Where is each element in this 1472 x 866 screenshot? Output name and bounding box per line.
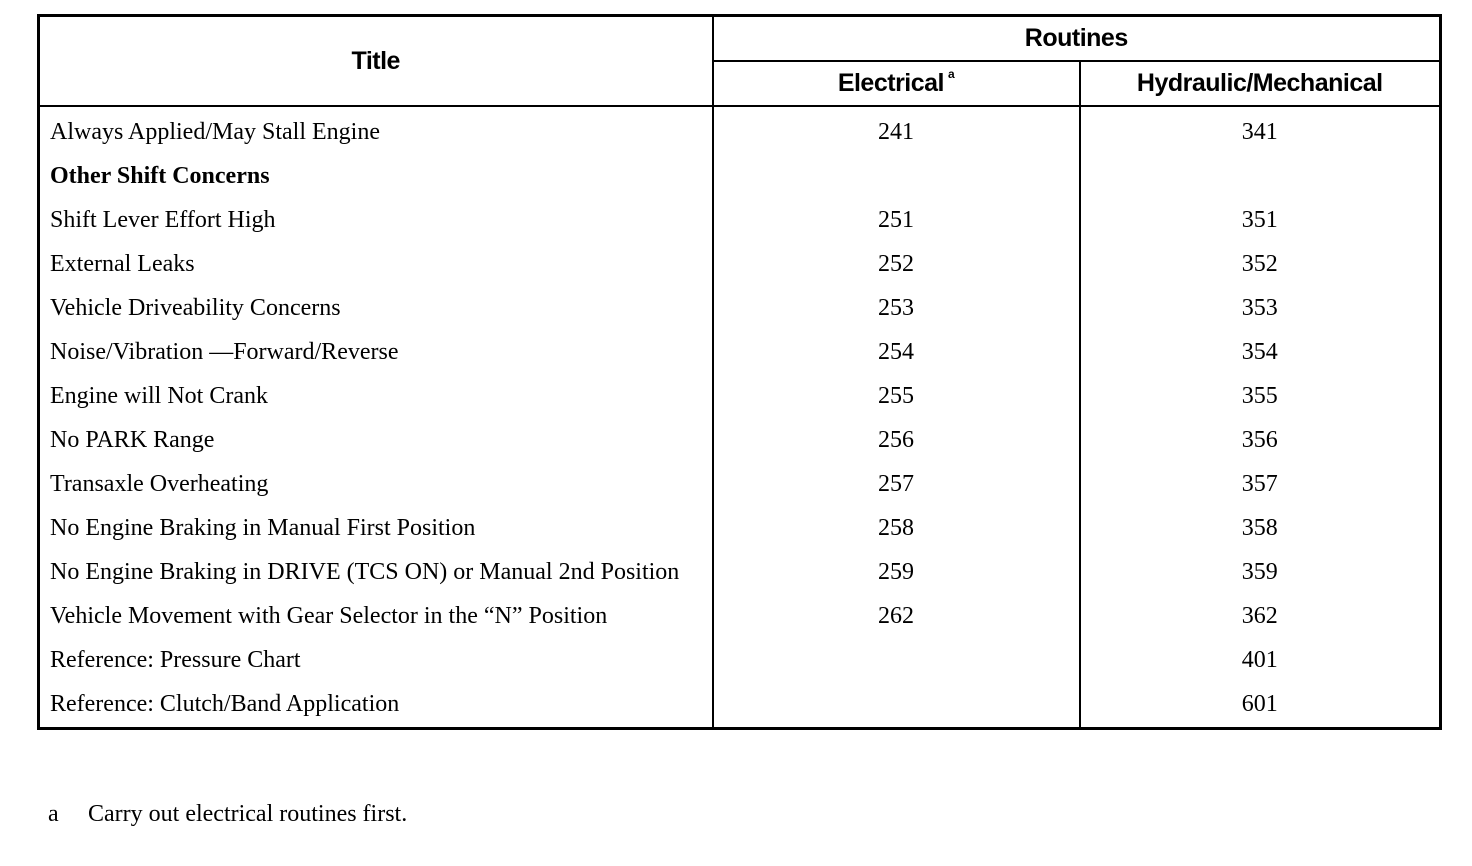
table-row <box>39 242 1441 286</box>
row-electrical-routine <box>713 682 1080 729</box>
electrical-header-label: Electrical <box>837 69 944 97</box>
table-row <box>39 286 1441 330</box>
row-hydraulic-routine: 359 <box>1080 550 1441 594</box>
row-title: Transaxle Overheating <box>39 462 713 506</box>
routines-group-header: Routines <box>713 16 1441 62</box>
row-electrical-routine: 255 <box>713 374 1080 418</box>
row-hydraulic-routine: 352 <box>1080 242 1441 286</box>
title-column-header: Title <box>39 16 713 107</box>
row-hydraulic-routine: 351 <box>1080 198 1441 242</box>
table-header <box>39 16 1441 107</box>
hydraulic-column-header: Hydraulic/Mechanical <box>1080 61 1441 106</box>
row-title: Noise/Vibration —Forward/Reverse <box>39 330 713 374</box>
row-electrical-routine: 241 <box>713 106 1080 154</box>
row-electrical-routine <box>713 154 1080 198</box>
row-hydraulic-routine: 601 <box>1080 682 1441 729</box>
row-electrical-routine: 257 <box>713 462 1080 506</box>
row-hydraulic-routine: 341 <box>1080 106 1441 154</box>
table-row <box>39 154 1441 198</box>
table-row <box>39 550 1441 594</box>
row-electrical-routine: 253 <box>713 286 1080 330</box>
footnote-marker: a <box>48 801 59 827</box>
row-hydraulic-routine: 354 <box>1080 330 1441 374</box>
table-row <box>39 462 1441 506</box>
row-electrical-routine: 252 <box>713 242 1080 286</box>
table-row <box>39 374 1441 418</box>
table-row <box>39 106 1441 154</box>
table-row <box>39 418 1441 462</box>
row-hydraulic-routine: 356 <box>1080 418 1441 462</box>
row-title: Shift Lever Effort High <box>39 198 713 242</box>
row-electrical-routine: 251 <box>713 198 1080 242</box>
row-hydraulic-routine <box>1080 154 1441 198</box>
row-title: No PARK Range <box>39 418 713 462</box>
table-row <box>39 594 1441 638</box>
row-title: Vehicle Driveability Concerns <box>39 286 713 330</box>
table-row <box>39 682 1441 729</box>
row-title: Vehicle Movement with Gear Selector in the “N” Position <box>39 594 713 638</box>
table-row <box>39 506 1441 550</box>
row-title: Reference: Pressure Chart <box>39 638 713 682</box>
row-title: Other Shift Concerns <box>39 154 713 198</box>
footnote-text: Carry out electrical routines first. <box>88 801 408 827</box>
row-title: No Engine Braking in Manual First Position <box>39 506 713 550</box>
electrical-column-header <box>713 61 1080 106</box>
row-electrical-routine: 262 <box>713 594 1080 638</box>
table-row <box>39 638 1441 682</box>
row-hydraulic-routine: 355 <box>1080 374 1441 418</box>
footnote <box>48 799 407 829</box>
footnote-reference-marker: a <box>948 66 955 81</box>
row-title: No Engine Braking in DRIVE (TCS ON) or Manual 2nd Position <box>39 550 713 594</box>
row-hydraulic-routine: 358 <box>1080 506 1441 550</box>
routines-table <box>37 14 1442 730</box>
row-electrical-routine: 258 <box>713 506 1080 550</box>
row-hydraulic-routine: 362 <box>1080 594 1441 638</box>
row-electrical-routine <box>713 638 1080 682</box>
table-body <box>39 106 1441 729</box>
table-row <box>39 330 1441 374</box>
row-electrical-routine: 256 <box>713 418 1080 462</box>
row-electrical-routine: 254 <box>713 330 1080 374</box>
row-hydraulic-routine: 357 <box>1080 462 1441 506</box>
row-title: Engine will Not Crank <box>39 374 713 418</box>
row-electrical-routine: 259 <box>713 550 1080 594</box>
table-row <box>39 198 1441 242</box>
row-hydraulic-routine: 353 <box>1080 286 1441 330</box>
row-hydraulic-routine: 401 <box>1080 638 1441 682</box>
row-title: External Leaks <box>39 242 713 286</box>
row-title: Always Applied/May Stall Engine <box>39 106 713 154</box>
row-title: Reference: Clutch/Band Application <box>39 682 713 729</box>
